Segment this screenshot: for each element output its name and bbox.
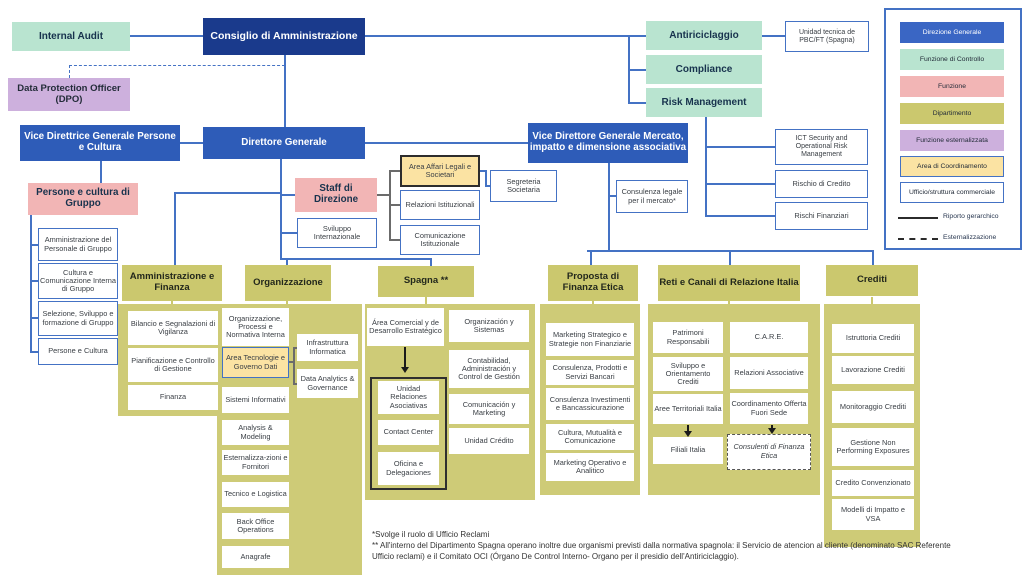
node-consulenza-legale: Consulenza legale per il mercato* bbox=[616, 180, 688, 213]
legend-solid-line bbox=[898, 217, 938, 219]
node-monitoraggio-crediti: Monitoraggio Crediti bbox=[832, 391, 914, 423]
node-consulenti-finanza-etica: Consulenti di Finanza Etica bbox=[727, 434, 811, 470]
connector bbox=[284, 55, 286, 127]
connector bbox=[587, 250, 874, 252]
connector bbox=[628, 102, 646, 104]
node-finanza: Finanza bbox=[128, 385, 218, 410]
legend-ufficio-commerciale: Ufficio/struttura commerciale bbox=[900, 182, 1004, 203]
connector bbox=[365, 35, 646, 37]
legend-funzione: Funzione bbox=[900, 76, 1004, 97]
node-contact-center: Contact Center bbox=[378, 420, 439, 445]
node-risk-management: Risk Management bbox=[646, 88, 762, 117]
node-pianificazione-controllo: Pianificazione e Controllo di Gestione bbox=[128, 348, 218, 382]
dept-proposta-finanza-etica: Proposta di Finanza Etica bbox=[548, 265, 638, 301]
node-consulenza-prodotti: Consulenza, Prodotti e Servizi Bancari bbox=[546, 360, 634, 385]
node-cultura-mutualita: Cultura, Mutualità e Comunicazione bbox=[546, 424, 634, 450]
node-bilancio-vigilanza: Bilancio e Segnalazioni di Vigilanza bbox=[128, 311, 218, 345]
node-aree-territoriali: Aree Territoriali Italia bbox=[653, 394, 723, 424]
node-esternalizzazioni: Esternalizza-zioni e Fornitori bbox=[222, 450, 289, 475]
node-comunicacion-marketing: Comunicación y Marketing bbox=[449, 394, 529, 424]
node-area-tecnologie: Area Tecnologie e Governo Dati bbox=[222, 347, 289, 378]
connector bbox=[174, 192, 176, 265]
connector bbox=[30, 351, 38, 353]
node-organizzazione-processi: Organizzazione, Processi e Normativa Interna bbox=[222, 308, 289, 346]
connector bbox=[174, 192, 280, 194]
node-unidad-tecnica: Unidad tecnica de PBC/FT (Spagna) bbox=[785, 21, 869, 52]
node-comunicazione-istituzionale: Comunicazione Istituzionale bbox=[400, 225, 480, 255]
connector bbox=[30, 280, 38, 282]
node-patrimoni-responsabili: Patrimoni Responsabili bbox=[653, 322, 723, 353]
node-segreteria-societaria: Segreteria Societaria bbox=[490, 170, 557, 202]
node-consiglio-amministrazione: Consiglio di Amministrazione bbox=[203, 18, 365, 55]
node-selezione-sviluppo: Selezione, Sviluppo e formazione di Gruppo bbox=[38, 301, 118, 336]
connector bbox=[608, 163, 610, 251]
connector bbox=[389, 239, 400, 241]
legend-dipartimento: Dipartimento bbox=[900, 103, 1004, 124]
dept-reti-canali: Reti e Canali di Relazione Italia bbox=[658, 265, 800, 301]
legend-area-coordinamento: Area di Coordinamento bbox=[900, 156, 1004, 177]
node-marketing-strategico: Marketing Strategico e Strategie non Finanziarie bbox=[546, 323, 634, 356]
node-internal-audit: Internal Audit bbox=[12, 22, 130, 51]
node-vice-direttrice-persone: Vice Direttrice Generale Persone e Cultura bbox=[20, 125, 180, 161]
connector bbox=[130, 35, 203, 37]
connector bbox=[30, 317, 38, 319]
connector bbox=[628, 69, 646, 71]
connector bbox=[705, 215, 775, 217]
node-dpo: Data Protection Officer (DPO) bbox=[8, 78, 130, 111]
node-area-comercial: Área Comercial y de Desarrollo Estratégico bbox=[367, 308, 444, 346]
legend-funzione-esternalizzata: Funzione esternalizzata bbox=[900, 130, 1004, 151]
node-contabilidad: Contabilidad, Administración y Control de Gestión bbox=[449, 350, 529, 388]
node-vice-direttore-mercato: Vice Direttore Generale Mercato, impatto e dimensione associativa bbox=[528, 123, 688, 163]
connector bbox=[705, 183, 775, 185]
dept-organizzazione: Organizzazione bbox=[245, 265, 331, 301]
connector bbox=[280, 159, 282, 259]
node-persone-cultura-gruppo: Persone e cultura di Gruppo bbox=[28, 183, 138, 215]
connector bbox=[377, 194, 389, 196]
dept-spagna: Spagna ** bbox=[378, 266, 474, 297]
legend-funzione-controllo: Funzione di Controllo bbox=[900, 49, 1004, 70]
node-anagrafe: Anagrafe bbox=[222, 546, 289, 568]
connector bbox=[30, 244, 38, 246]
node-filiali-italia: Filiali Italia bbox=[653, 437, 723, 464]
connector bbox=[485, 170, 487, 186]
node-compliance: Compliance bbox=[646, 55, 762, 84]
node-rischio-credito: Rischio di Credito bbox=[775, 170, 868, 198]
connector bbox=[705, 146, 775, 148]
node-ict-security: ICT Security and Operational Risk Management bbox=[775, 129, 868, 165]
connector bbox=[30, 215, 32, 352]
node-sistemi-informativi: Sistemi Informativi bbox=[222, 387, 289, 413]
connector bbox=[608, 195, 616, 197]
connector bbox=[280, 194, 295, 196]
node-direttore-generale: Direttore Generale bbox=[203, 127, 365, 159]
legend-dashed-line bbox=[898, 238, 938, 240]
node-cultura-comunicazione-interna: Cultura e Comunicazione Interna di Gruppo bbox=[38, 263, 118, 299]
node-unidad-relaciones: Unidad Relaciones Asociativas bbox=[378, 381, 439, 414]
connector bbox=[280, 258, 431, 260]
node-relazioni-associative: Relazioni Associative bbox=[730, 357, 808, 389]
footnote-1: *Svolge il ruolo di Ufficio Reclami bbox=[372, 530, 490, 539]
node-relazioni-istituzionali: Relazioni Istituzionali bbox=[400, 190, 480, 220]
footnote-2: ** All'interno del Dipartimento Spagna operano inoltre due organismi previsti dalla normativa spagnola: il Servicio de atencion al cliente (denominato SAC Referente Ufficio reclami) e il Comitato OCI (Órgano De Control Interno- Organo per il presidio dell'Antiriciclaggio). bbox=[372, 540, 951, 561]
connector bbox=[100, 161, 102, 183]
node-infrastruttura-informatica: Infrastruttura Informatica bbox=[297, 334, 358, 361]
node-coordinamento-fuori-sede: Coordinamento Offerta Fuori Sede bbox=[730, 393, 808, 424]
connector bbox=[389, 170, 400, 172]
node-amministrazione-personale: Amministrazione del Personale di Gruppo bbox=[38, 228, 118, 261]
node-antiriciclaggio: Antiriciclaggio bbox=[646, 21, 762, 50]
connector bbox=[180, 142, 203, 144]
node-persone-e-cultura: Persone e Cultura bbox=[38, 338, 118, 365]
node-sviluppo-internazionale: Sviluppo Internazionale bbox=[297, 218, 377, 248]
connector bbox=[590, 250, 592, 265]
dept-crediti: Crediti bbox=[826, 265, 918, 296]
node-data-analytics: Data Analytics & Governance bbox=[297, 369, 358, 398]
connector bbox=[705, 117, 707, 216]
node-unidad-credito: Unidad Crédito bbox=[449, 428, 529, 454]
legend-direzione-generale: Direzione Generale bbox=[900, 22, 1004, 43]
node-oficina-delegaciones: Oficina e Delegaciones bbox=[378, 452, 439, 485]
node-marketing-operativo: Marketing Operativo e Analitico bbox=[546, 453, 634, 481]
node-sviluppo-orientamento: Sviluppo e Orientamento Crediti bbox=[653, 357, 723, 391]
node-modelli-impatto-vsa: Modelli di Impatto e VSA bbox=[832, 499, 914, 530]
node-area-affari-legali: Area Affari Legali e Societari bbox=[400, 155, 480, 187]
node-rischi-finanziari: Rischi Finanziari bbox=[775, 202, 868, 230]
connector bbox=[293, 347, 295, 384]
node-care: C.A.R.E. bbox=[730, 322, 808, 353]
connector bbox=[762, 35, 785, 37]
node-tecnico-logistica: Tecnico e Logistica bbox=[222, 482, 289, 507]
legend-esternalizzazione-label: Esternalizzazione bbox=[943, 234, 997, 241]
connector bbox=[729, 250, 731, 265]
dept-amministrazione-finanza: Amministrazione e Finanza bbox=[122, 265, 222, 301]
node-gestione-npe: Gestione Non Performing Exposures bbox=[832, 428, 914, 466]
node-istruttoria-crediti: Istruttoria Crediti bbox=[832, 324, 914, 353]
node-staff-direzione: Staff di Direzione bbox=[295, 178, 377, 212]
connector-arrow bbox=[404, 347, 406, 367]
connector-dashed bbox=[69, 65, 285, 66]
node-credito-convenzionato: Credito Convenzionato bbox=[832, 470, 914, 496]
node-organizacion-sistemas: Organización y Sistemas bbox=[449, 310, 529, 342]
node-back-office: Back Office Operations bbox=[222, 513, 289, 539]
node-analysis-modeling: Analysis & Modeling bbox=[222, 420, 289, 445]
arrow-down-icon bbox=[401, 367, 409, 373]
node-consulenza-investimenti: Consulenza Investimenti e Bancassicurazione bbox=[546, 388, 634, 420]
connector bbox=[365, 142, 528, 144]
connector bbox=[280, 232, 297, 234]
legend bbox=[884, 8, 1022, 250]
footnotes bbox=[372, 530, 964, 562]
connector bbox=[389, 204, 400, 206]
legend-riporto-label: Riporto gerarchico bbox=[943, 213, 999, 220]
connector-dashed bbox=[69, 65, 70, 78]
connector bbox=[872, 250, 874, 265]
node-lavorazione-crediti: Lavorazione Crediti bbox=[832, 356, 914, 384]
